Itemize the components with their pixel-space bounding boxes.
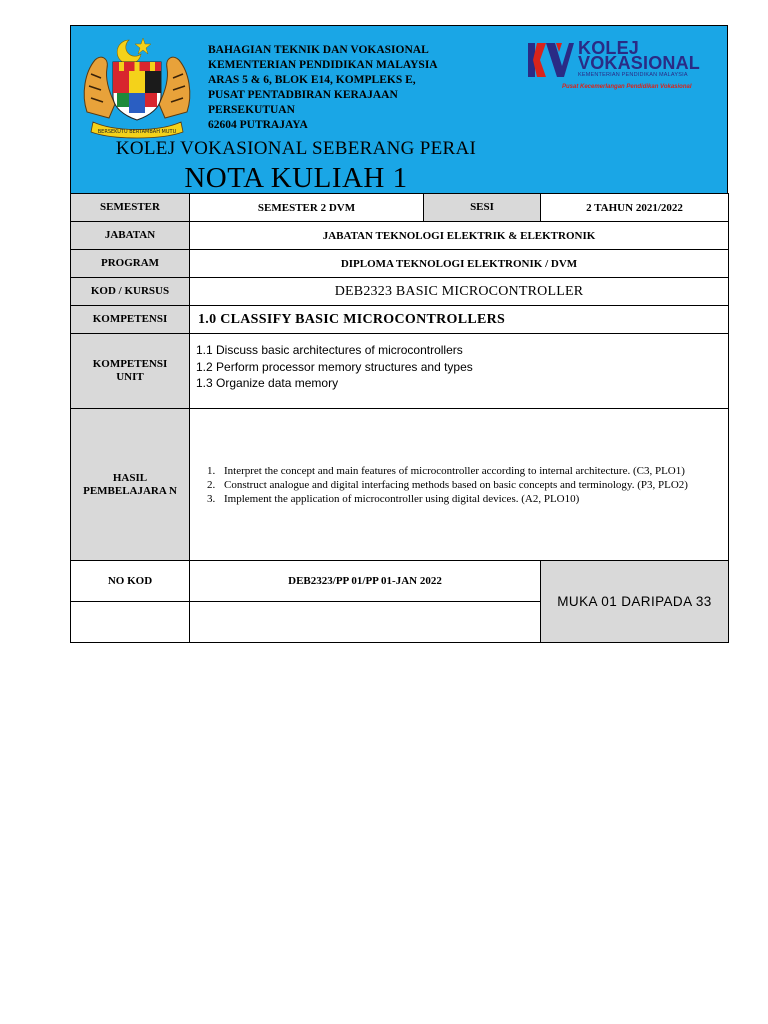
address-line: PUSAT PENTADBIRAN KERAJAAN bbox=[208, 89, 398, 101]
list-item: 1.3 Organize data memory bbox=[196, 376, 339, 390]
table-row-semester bbox=[71, 194, 729, 222]
list-item: 1. Interpret the concept and main features of microcontroller according to internal architecture. (C3, PLO1) bbox=[218, 464, 708, 478]
table-row-jabatan bbox=[71, 222, 729, 250]
kompetensi-label: KOMPETENSI bbox=[71, 306, 190, 334]
malaysia-coat-of-arms-logo bbox=[79, 34, 195, 142]
crest-motto: BERSEKUTU BERTAMBAH MUTU bbox=[97, 129, 177, 135]
sesi-label: SESI bbox=[424, 194, 541, 222]
address-line: PERSEKUTUAN bbox=[208, 104, 295, 116]
list-item: 3. Implement the application of microcontroller using digital devices. (A2, PLO10) bbox=[218, 492, 708, 506]
logo-word-kolej: KOLEJ bbox=[578, 38, 640, 58]
table-row-kod bbox=[71, 278, 729, 306]
semester-label: SEMESTER bbox=[71, 194, 190, 222]
kompetensi-unit-label: KOMPETENSI UNIT bbox=[71, 334, 190, 409]
logo-word-vokasional: VOKASIONAL bbox=[578, 53, 701, 73]
course-details-table bbox=[70, 193, 729, 643]
address-line: ARAS 5 & 6, BLOK E14, KOMPLEKS E, bbox=[208, 74, 416, 86]
logo-tagline: Pusat Kecemerlangan Pendidikan Vokasional bbox=[562, 84, 692, 90]
header-banner bbox=[70, 25, 728, 194]
kolej-vokasional-logo bbox=[526, 40, 716, 96]
kod-kursus-value: DEB2323 BASIC MICROCONTROLLER bbox=[190, 278, 729, 306]
list-item: 2. Construct analogue and digital interfacing methods based on basic concepts and terminology. (P3, PLO2) bbox=[218, 478, 708, 492]
jabatan-value: JABATAN TEKNOLOGI ELEKTRIK & ELEKTRONIK bbox=[190, 222, 729, 250]
table-row-program bbox=[71, 250, 729, 278]
outcome-list bbox=[194, 464, 708, 506]
ministry-address bbox=[208, 43, 478, 131]
list-item: 1.1 Discuss basic architectures of microcontrollers bbox=[196, 343, 463, 357]
jabatan-label: JABATAN bbox=[71, 222, 190, 250]
semester-value: SEMESTER 2 DVM bbox=[190, 194, 424, 222]
address-line: BAHAGIAN TEKNIK DAN VOKASIONAL bbox=[208, 44, 429, 56]
kv-mark-icon bbox=[526, 40, 574, 80]
table-row-no-kod bbox=[71, 561, 729, 602]
college-name: KOLEJ VOKASIONAL SEBERANG PERAI bbox=[115, 138, 477, 159]
sesi-value: 2 TAHUN 2021/2022 bbox=[541, 194, 729, 222]
program-value: DIPLOMA TEKNOLOGI ELEKTRONIK / DVM bbox=[190, 250, 729, 278]
table-row-kompetensi-unit bbox=[71, 334, 729, 409]
empty-cell bbox=[71, 602, 190, 643]
page-count: MUKA 01 DARIPADA 33 bbox=[541, 561, 729, 643]
address-line: KEMENTERIAN PENDIDIKAN MALAYSIA bbox=[208, 59, 438, 71]
empty-cell bbox=[190, 602, 541, 643]
hasil-pembelajaran-list bbox=[190, 409, 729, 561]
table-row-hasil-pembelajaran bbox=[71, 409, 729, 561]
list-item: 1.2 Perform processor memory structures and types bbox=[196, 359, 473, 374]
table-row-kompetensi bbox=[71, 306, 729, 334]
kompetensi-value: 1.0 CLASSIFY BASIC MICROCONTROLLERS bbox=[190, 306, 729, 334]
program-label: PROGRAM bbox=[71, 250, 190, 278]
address-line: 62604 PUTRAJAYA bbox=[208, 119, 308, 131]
no-kod-value: DEB2323/PP 01/PP 01-JAN 2022 bbox=[190, 561, 541, 602]
kod-kursus-label: KOD / KURSUS bbox=[71, 278, 190, 306]
logo-wordmark bbox=[578, 38, 701, 73]
kompetensi-unit-list bbox=[190, 334, 729, 409]
lecture-note-cover bbox=[70, 25, 728, 643]
no-kod-label: NO KOD bbox=[71, 561, 190, 602]
document-title: NOTA KULIAH 1 bbox=[184, 162, 408, 194]
logo-ministry-text: KEMENTERIAN PENDIDIKAN MALAYSIA bbox=[578, 72, 688, 78]
hasil-pembelajaran-label: HASIL PEMBELAJARA N bbox=[71, 409, 190, 561]
